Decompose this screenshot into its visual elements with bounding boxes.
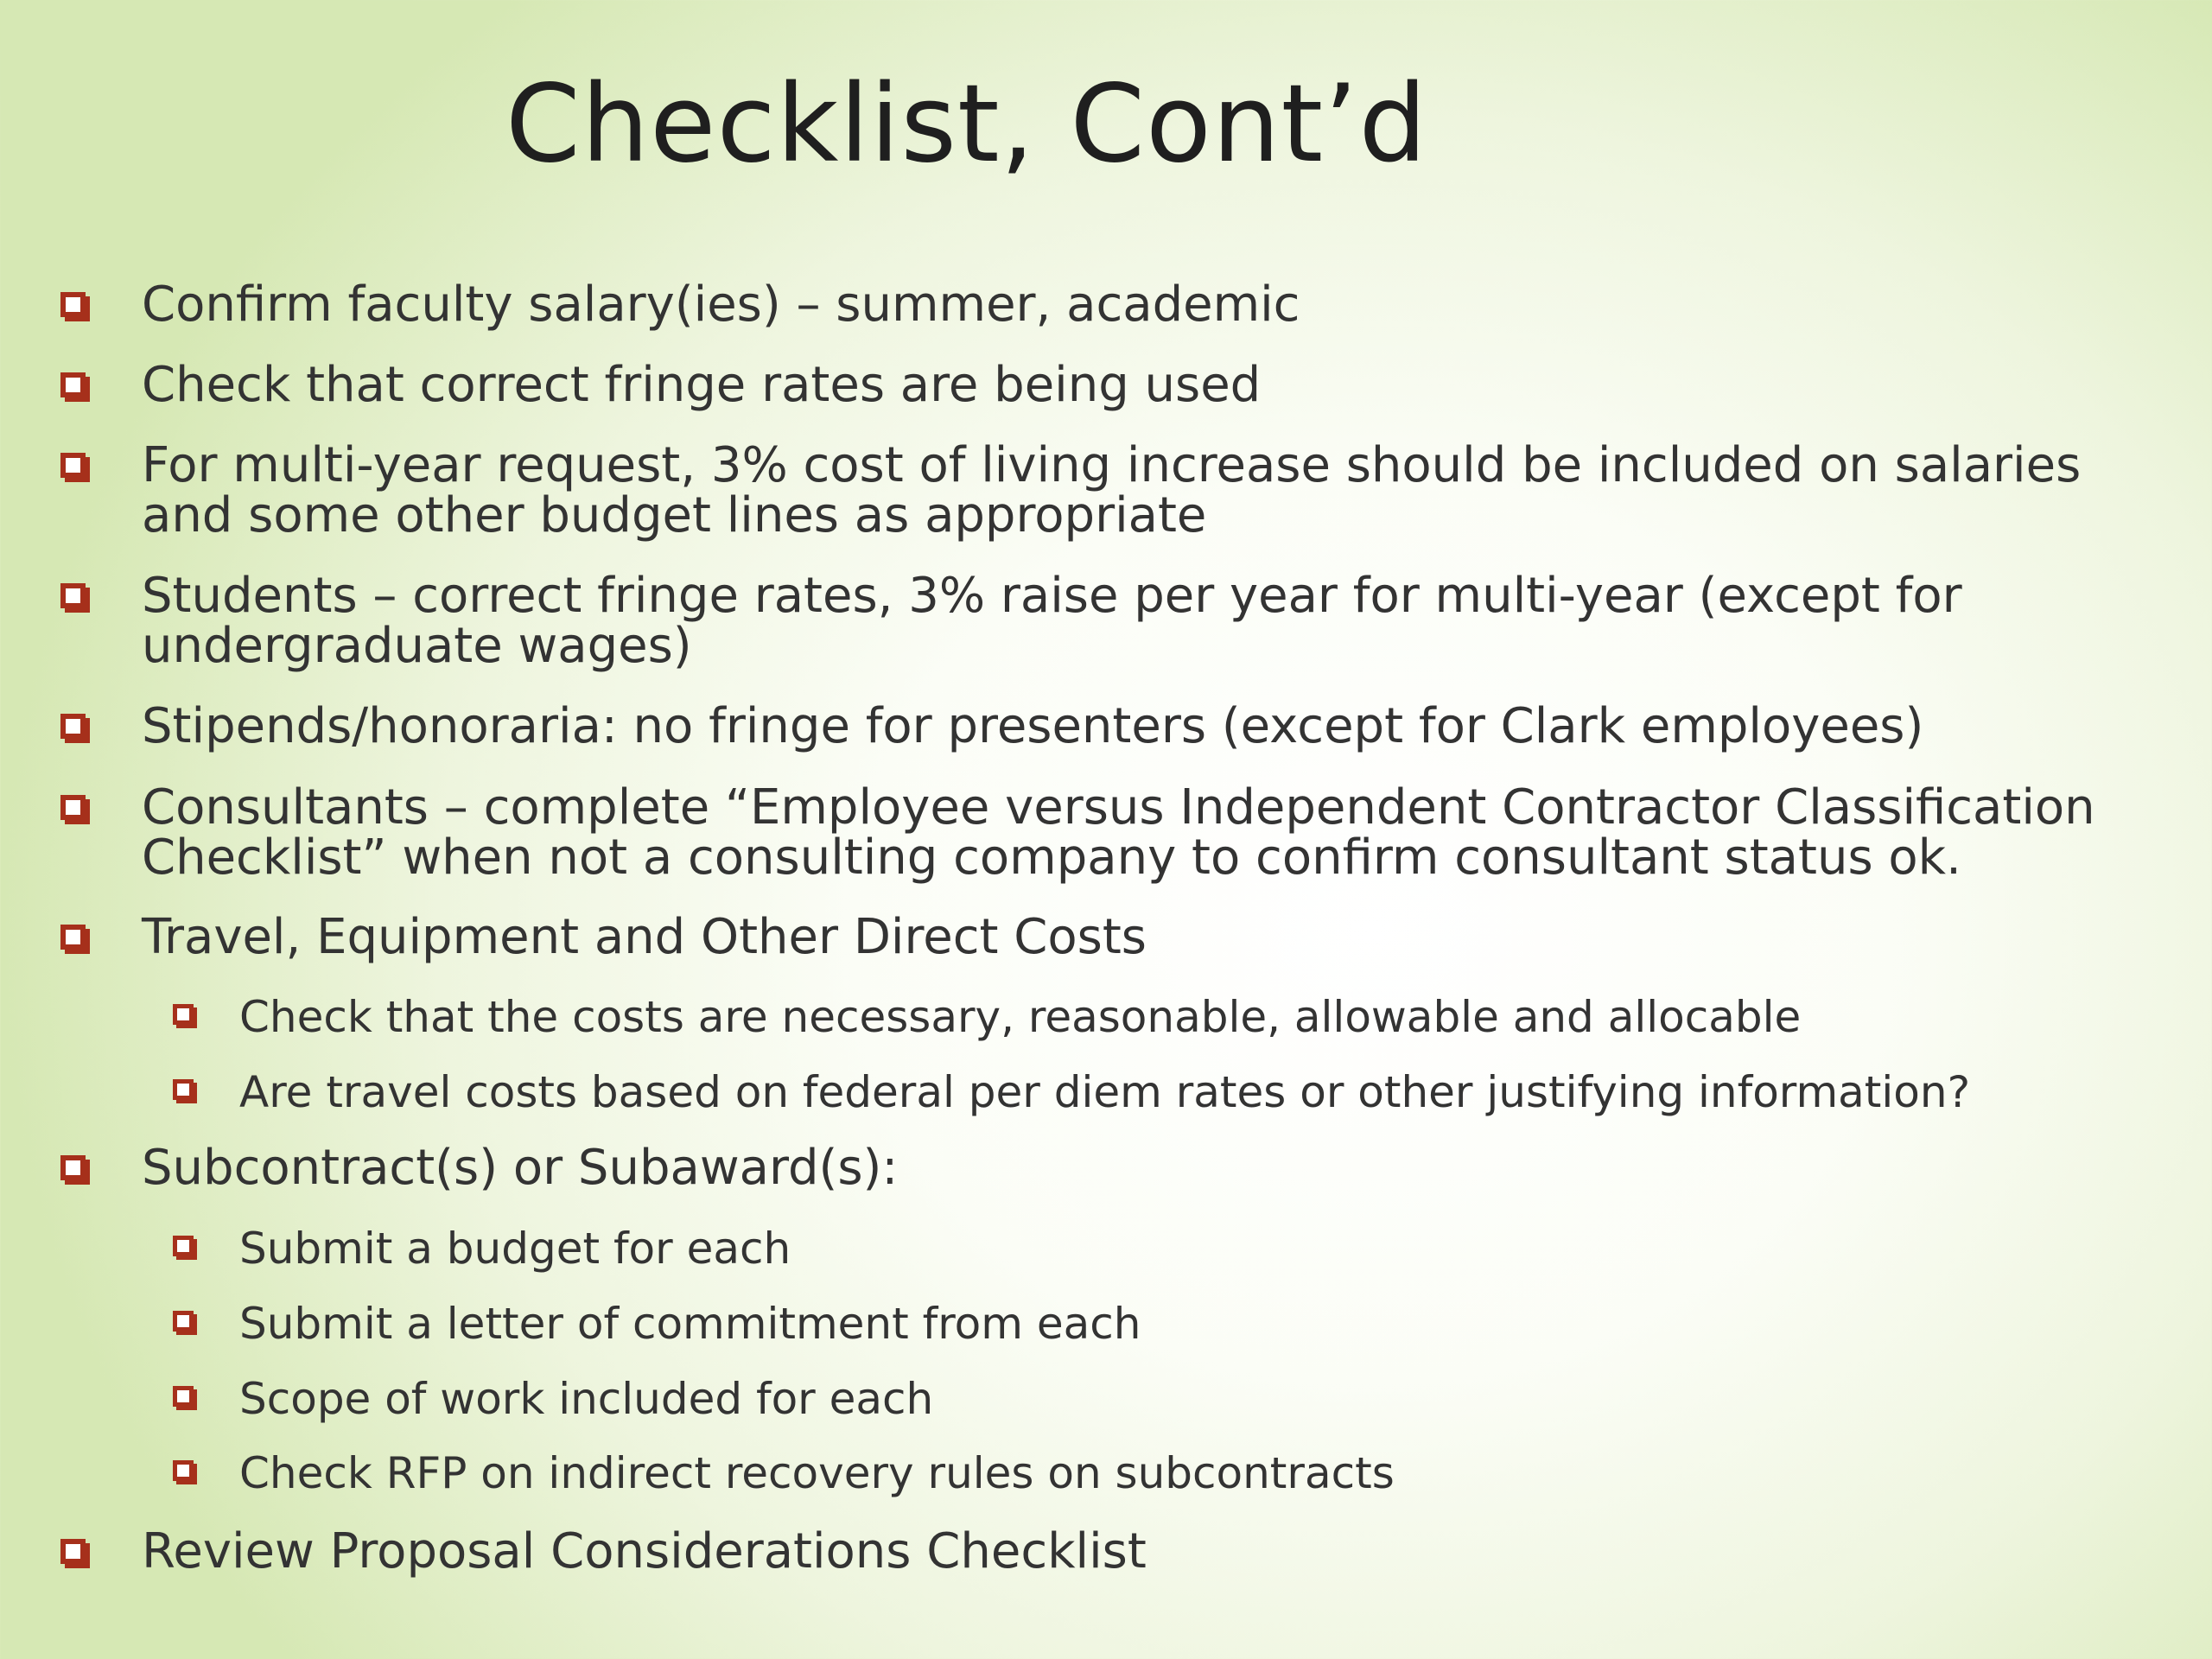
checkbox-square-icon	[173, 1004, 194, 1025]
checklist-subitem-text: Submit a letter of commitment from each	[239, 1299, 1141, 1349]
checkbox-square-icon	[173, 1236, 194, 1256]
checkbox-square-icon	[60, 372, 86, 397]
checkbox-square-icon	[60, 453, 86, 478]
checkbox-square-icon	[60, 1539, 86, 1564]
checklist-subitem-text: Check that the costs are necessary, reasonable, allowable and allocable	[239, 992, 1802, 1042]
checklist-item-text: Students – correct fringe rates, 3% raise per year for multi-year (except for undergraduate wages)	[142, 568, 1962, 674]
checkbox-square-icon	[60, 292, 86, 317]
slide-title: Checklist, Cont’d	[505, 62, 1428, 187]
checkbox-square-icon	[60, 925, 86, 950]
checklist-subitem-text: Submit a budget for each	[239, 1224, 791, 1274]
checkbox-square-icon	[173, 1460, 194, 1481]
checkbox-square-icon	[60, 583, 86, 608]
checkbox-square-icon	[173, 1386, 194, 1407]
checklist-item-text: Review Proposal Considerations Checklist	[142, 1523, 1147, 1580]
checkbox-square-icon	[173, 1311, 194, 1332]
checklist-subitem-text: Check RFP on indirect recovery rules on subcontracts	[239, 1448, 1395, 1498]
checklist-item-text: Consultants – complete “Employee versus Independent Contractor Classification Checklist” when not a consulting company to confirm consultant status ok.	[142, 779, 2095, 886]
checklist-item-text: Travel, Equipment and Other Direct Costs	[142, 909, 1147, 965]
checklist-subitem-text: Scope of work included for each	[239, 1374, 934, 1424]
checklist-subitem-text: Are travel costs based on federal per diem rates or other justifying information?	[239, 1067, 1971, 1117]
checklist-item-text: Subcontract(s) or Subaward(s):	[142, 1140, 899, 1196]
checklist-item-text: Confirm faculty salary(ies) – summer, academic	[142, 276, 1300, 333]
checklist-item-text: Check that correct fringe rates are being used	[142, 357, 1262, 413]
checkbox-square-icon	[60, 714, 86, 739]
checklist-item-text: Stipends/honoraria: no fringe for presenters (except for Clark employees)	[142, 698, 1924, 754]
checkbox-square-icon	[173, 1079, 194, 1100]
checkbox-square-icon	[60, 1155, 86, 1180]
checkbox-square-icon	[60, 795, 86, 820]
checklist-item-text: For multi-year request, 3% cost of living increase should be included on salaries and some other budget lines as appropriate	[142, 437, 2082, 543]
